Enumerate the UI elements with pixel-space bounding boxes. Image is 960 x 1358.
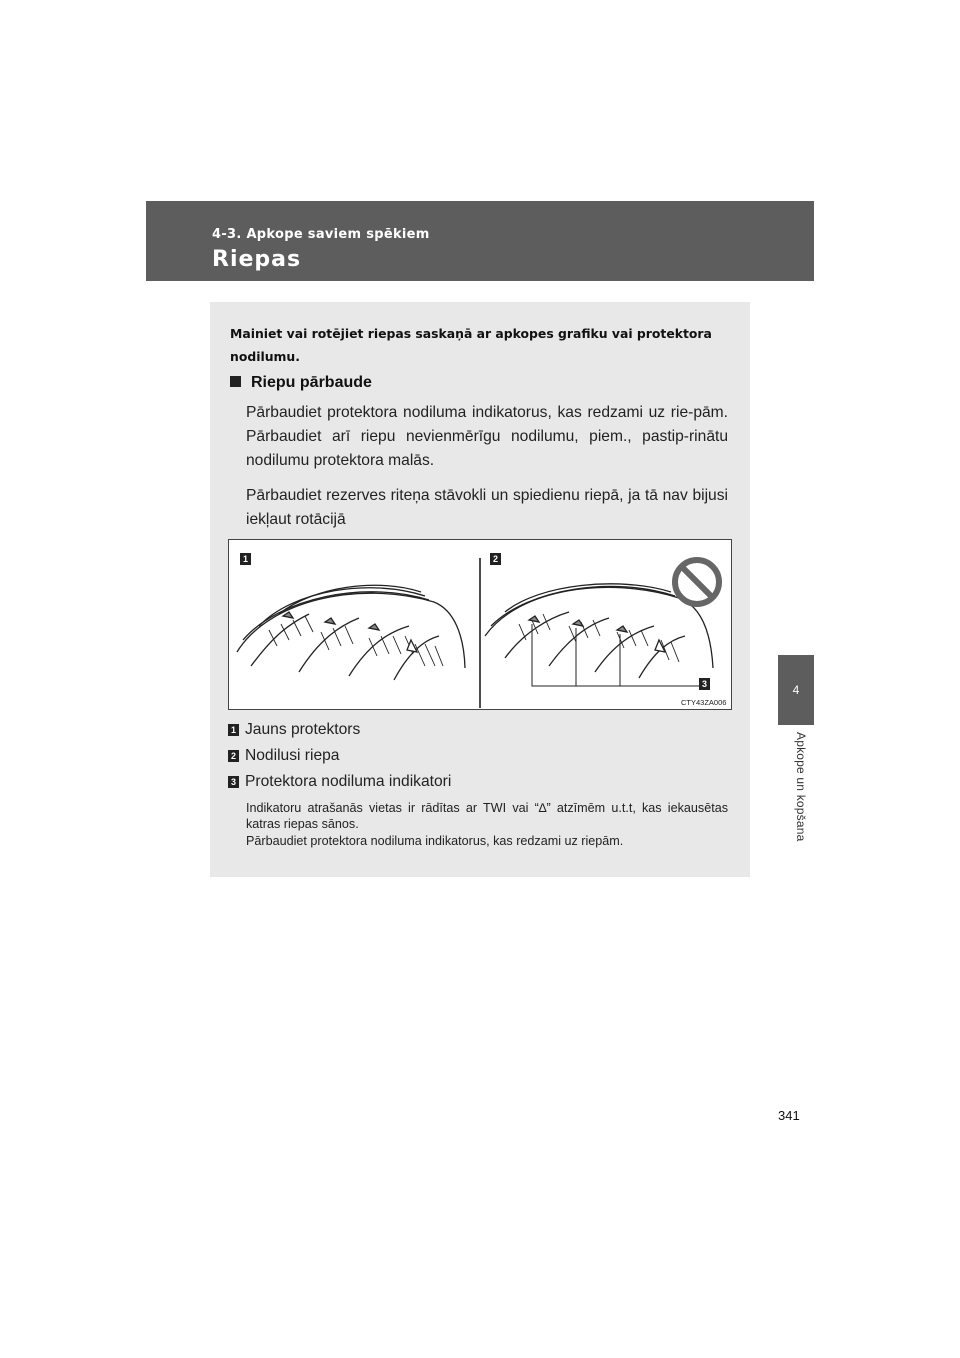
- figure-badge-1: 1: [240, 553, 251, 565]
- legend-label-1: Jauns protektors: [245, 721, 361, 738]
- note-line-2: Pārbaudiet protektora nodiluma indikatorus, kas redzami uz riepām.: [246, 834, 624, 848]
- square-bullet-icon: [230, 376, 241, 387]
- legend-label-3: Protektora nodiluma indikatori: [245, 773, 452, 790]
- legend-item-1: [228, 721, 360, 739]
- figure-badge-2: 2: [490, 553, 501, 565]
- legend-item-2: [228, 747, 339, 765]
- chapter-tab: 4: [778, 655, 814, 725]
- header-band: [146, 201, 814, 281]
- figure-badge-3: 3: [699, 678, 710, 690]
- prohibition-icon: [675, 560, 719, 604]
- section-label: 4-3. Apkope saviem spēkiem: [212, 227, 430, 242]
- content-box: [210, 302, 750, 877]
- intro-text: Mainiet vai rotējiet riepas saskaņā ar apkopes grafiku vai protektora nodilumu.: [230, 326, 712, 364]
- tire-illustration: [229, 540, 733, 711]
- paragraph-2: Pārbaudiet rezerves riteņa stāvokli un spiedienu riepā, ja tā nav bijusi iekļaut rotācijā: [246, 487, 728, 528]
- paragraph-1: Pārbaudiet protektora nodiluma indikatorus, kas redzami uz rie-pām. Pārbaudiet arī riepu nevienmērīgu nodilumu, piem., pastip-rinātu nodilumu protektora malās.: [246, 404, 728, 469]
- tire-figure: [228, 539, 732, 710]
- legend-badge-3: 3: [228, 776, 239, 788]
- page-number: 341: [778, 1108, 800, 1123]
- legend-label-2: Nodilusi riepa: [245, 747, 340, 764]
- legend-badge-2: 2: [228, 750, 239, 762]
- chapter-title: Apkope un kopšana: [794, 732, 808, 842]
- subheading-text: Riepu pārbaude: [251, 374, 372, 391]
- legend-badge-1: 1: [228, 724, 239, 736]
- worn-tire-drawing: [485, 584, 713, 686]
- note-line-1: Indikatoru atrašanās vietas ir rādītas ar TWI vai “∆” atzīmēm u.t.t, kas iekausētas katras riepas sānos.: [246, 801, 728, 831]
- legend-item-3: [228, 773, 451, 791]
- page-title: Riepas: [212, 247, 302, 272]
- figure-code: CTY43ZA006: [681, 698, 727, 707]
- new-tire-drawing: [237, 585, 465, 680]
- subheading: [230, 374, 372, 392]
